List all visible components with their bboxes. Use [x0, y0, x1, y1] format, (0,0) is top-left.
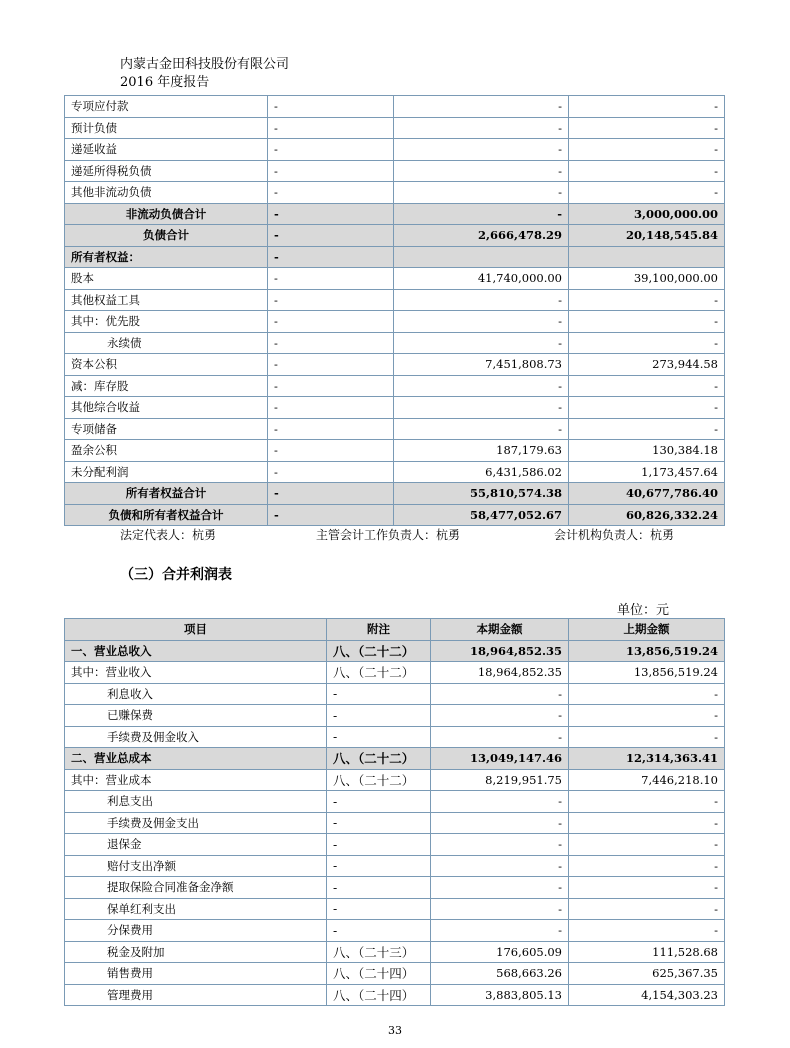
table-row — [65, 898, 725, 920]
table-row — [65, 726, 725, 748]
row-previous-amount: - — [569, 332, 725, 354]
table-row — [65, 332, 725, 354]
row-label: 资本公积 — [65, 354, 268, 376]
row-current-amount: - — [394, 203, 569, 225]
row-label: 一、营业总收入 — [65, 640, 327, 662]
row-current-amount: - — [431, 791, 569, 813]
row-note: - — [268, 289, 394, 311]
row-previous-amount: - — [569, 705, 725, 727]
row-current-amount: 13,049,147.46 — [431, 748, 569, 770]
row-label: 所有者权益合计 — [65, 483, 268, 505]
row-current-amount: - — [394, 418, 569, 440]
row-note: 八、（二十二） — [327, 769, 431, 791]
table-row — [65, 311, 725, 333]
row-note: - — [268, 246, 394, 268]
table-row — [65, 812, 725, 834]
row-note: 八、（二十二） — [327, 640, 431, 662]
row-note: - — [327, 705, 431, 727]
row-previous-amount: 3,000,000.00 — [569, 203, 725, 225]
table-row — [65, 289, 725, 311]
row-previous-amount: - — [569, 375, 725, 397]
row-label: 负债和所有者权益合计 — [65, 504, 268, 526]
row-note: 八、（二十四） — [327, 984, 431, 1006]
table-row — [65, 483, 725, 505]
row-note: - — [268, 440, 394, 462]
column-header-note: 附注 — [327, 619, 431, 641]
row-current-amount: - — [431, 726, 569, 748]
row-label: 保单红利支出 — [65, 898, 327, 920]
row-current-amount: - — [394, 139, 569, 161]
legal-representative: 法定代表人：杭勇 — [120, 528, 217, 542]
row-note: - — [327, 791, 431, 813]
row-note: - — [268, 397, 394, 419]
row-previous-amount — [569, 246, 725, 268]
row-current-amount: - — [431, 855, 569, 877]
column-header-current: 本期金额 — [431, 619, 569, 641]
row-previous-amount: 111,528.68 — [569, 941, 725, 963]
row-note: - — [327, 877, 431, 899]
row-label: 已赚保费 — [65, 705, 327, 727]
row-label: 利息收入 — [65, 683, 327, 705]
row-label: 手续费及佣金收入 — [65, 726, 327, 748]
row-current-amount: - — [394, 160, 569, 182]
row-previous-amount: 130,384.18 — [569, 440, 725, 462]
row-note: - — [268, 418, 394, 440]
row-note: 八、（二十四） — [327, 963, 431, 985]
row-previous-amount: 13,856,519.24 — [569, 640, 725, 662]
row-previous-amount: - — [569, 726, 725, 748]
table-row — [65, 834, 725, 856]
table-row — [65, 268, 725, 290]
row-label: 管理费用 — [65, 984, 327, 1006]
row-current-amount: 55,810,574.38 — [394, 483, 569, 505]
table-row — [65, 418, 725, 440]
table-row — [65, 397, 725, 419]
row-label: 其中：营业收入 — [65, 662, 327, 684]
row-current-amount: 187,179.63 — [394, 440, 569, 462]
section-title: （三）合并利润表 — [120, 567, 232, 583]
table-row — [65, 375, 725, 397]
row-note: - — [268, 225, 394, 247]
row-note: - — [268, 461, 394, 483]
row-label: 其他非流动负债 — [65, 182, 268, 204]
table-row — [65, 920, 725, 942]
table-row — [65, 877, 725, 899]
row-label: 预计负债 — [65, 117, 268, 139]
row-label: 股本 — [65, 268, 268, 290]
table-row — [65, 748, 725, 770]
row-previous-amount: - — [569, 855, 725, 877]
row-previous-amount: 40,677,786.40 — [569, 483, 725, 505]
row-label: 销售费用 — [65, 963, 327, 985]
row-label: 专项应付款 — [65, 96, 268, 118]
table-row — [65, 461, 725, 483]
row-label: 其中：营业成本 — [65, 769, 327, 791]
row-label: 专项储备 — [65, 418, 268, 440]
row-note: - — [268, 160, 394, 182]
row-previous-amount: 12,314,363.41 — [569, 748, 725, 770]
row-label: 其中：优先股 — [65, 311, 268, 333]
table-row — [65, 139, 725, 161]
row-previous-amount: 39,100,000.00 — [569, 268, 725, 290]
row-current-amount: 3,883,805.13 — [431, 984, 569, 1006]
row-previous-amount: 7,446,218.10 — [569, 769, 725, 791]
row-previous-amount: 273,944.58 — [569, 354, 725, 376]
row-note: - — [268, 375, 394, 397]
table-row — [65, 354, 725, 376]
row-current-amount: - — [431, 683, 569, 705]
row-label: 负债合计 — [65, 225, 268, 247]
table-row — [65, 182, 725, 204]
row-note: - — [268, 182, 394, 204]
table-row — [65, 640, 725, 662]
table-row — [65, 117, 725, 139]
table-row — [65, 225, 725, 247]
table-row — [65, 246, 725, 268]
column-header-item: 项目 — [65, 619, 327, 641]
row-note: - — [327, 812, 431, 834]
balance-sheet-table — [64, 95, 725, 526]
row-current-amount: - — [394, 375, 569, 397]
table-row — [65, 504, 725, 526]
page-number: 33 — [388, 1024, 402, 1037]
row-label: 提取保险合同准备金净额 — [65, 877, 327, 899]
row-label: 利息支出 — [65, 791, 327, 813]
row-label: 减：库存股 — [65, 375, 268, 397]
row-current-amount: 18,964,852.35 — [431, 640, 569, 662]
row-note: - — [268, 483, 394, 505]
row-note: 八、（二十三） — [327, 941, 431, 963]
row-note: - — [327, 683, 431, 705]
row-note: - — [268, 268, 394, 290]
row-label: 退保金 — [65, 834, 327, 856]
row-previous-amount: 1,173,457.64 — [569, 461, 725, 483]
row-label: 永续债 — [65, 332, 268, 354]
row-previous-amount: - — [569, 791, 725, 813]
row-current-amount: - — [431, 834, 569, 856]
row-previous-amount: - — [569, 683, 725, 705]
row-label: 税金及附加 — [65, 941, 327, 963]
balance-sheet-body — [65, 96, 725, 526]
row-current-amount — [394, 246, 569, 268]
row-current-amount: 58,477,052.67 — [394, 504, 569, 526]
row-label: 赔付支出净额 — [65, 855, 327, 877]
row-note: - — [327, 855, 431, 877]
row-previous-amount: - — [569, 397, 725, 419]
row-label: 非流动负债合计 — [65, 203, 268, 225]
row-note: 八、（二十二） — [327, 748, 431, 770]
row-previous-amount: - — [569, 920, 725, 942]
accounting-org-head: 会计机构负责人：杭勇 — [554, 528, 675, 542]
row-label: 递延收益 — [65, 139, 268, 161]
table-row — [65, 963, 725, 985]
row-current-amount: - — [394, 311, 569, 333]
report-year: 2016 年度报告 — [120, 75, 210, 90]
row-previous-amount: - — [569, 160, 725, 182]
row-label: 所有者权益： — [65, 246, 268, 268]
row-note: - — [268, 311, 394, 333]
row-label: 其他综合收益 — [65, 397, 268, 419]
accounting-head: 主管会计工作负责人：杭勇 — [316, 528, 461, 542]
row-current-amount: - — [394, 332, 569, 354]
row-current-amount: 176,605.09 — [431, 941, 569, 963]
table-row — [65, 662, 725, 684]
row-current-amount: - — [431, 898, 569, 920]
unit-label: 单位：元 — [617, 603, 670, 618]
table-row — [65, 96, 725, 118]
signature-line — [0, 526, 790, 542]
income-statement-body — [65, 640, 725, 1006]
row-note: - — [327, 726, 431, 748]
row-label: 分保费用 — [65, 920, 327, 942]
row-current-amount: 6,431,586.02 — [394, 461, 569, 483]
row-current-amount: 7,451,808.73 — [394, 354, 569, 376]
company-name: 内蒙古金田科技股份有限公司 — [120, 57, 290, 72]
row-note: - — [327, 834, 431, 856]
row-current-amount: - — [431, 705, 569, 727]
row-previous-amount: - — [569, 182, 725, 204]
row-note: - — [268, 203, 394, 225]
income-statement-table — [64, 618, 725, 1006]
row-current-amount: 2,666,478.29 — [394, 225, 569, 247]
table-row — [65, 769, 725, 791]
row-note: - — [268, 96, 394, 118]
row-previous-amount: - — [569, 139, 725, 161]
table-row — [65, 984, 725, 1006]
row-current-amount: - — [394, 117, 569, 139]
table-row — [65, 160, 725, 182]
table-row — [65, 855, 725, 877]
row-previous-amount: 4,154,303.23 — [569, 984, 725, 1006]
row-current-amount: - — [431, 877, 569, 899]
row-previous-amount: - — [569, 812, 725, 834]
row-previous-amount: - — [569, 898, 725, 920]
row-note: - — [268, 117, 394, 139]
row-current-amount: 18,964,852.35 — [431, 662, 569, 684]
table-row — [65, 941, 725, 963]
row-note: - — [268, 504, 394, 526]
row-note: - — [268, 139, 394, 161]
row-previous-amount: - — [569, 311, 725, 333]
row-current-amount: - — [394, 182, 569, 204]
row-current-amount: - — [431, 812, 569, 834]
row-previous-amount: 20,148,545.84 — [569, 225, 725, 247]
table-row — [65, 791, 725, 813]
row-label: 未分配利润 — [65, 461, 268, 483]
row-label: 手续费及佣金支出 — [65, 812, 327, 834]
table-row — [65, 683, 725, 705]
row-note: - — [327, 920, 431, 942]
row-current-amount: - — [394, 289, 569, 311]
row-previous-amount: - — [569, 289, 725, 311]
row-previous-amount: 625,367.35 — [569, 963, 725, 985]
row-previous-amount: - — [569, 834, 725, 856]
row-previous-amount: 60,826,332.24 — [569, 504, 725, 526]
row-note: - — [268, 332, 394, 354]
row-previous-amount: 13,856,519.24 — [569, 662, 725, 684]
row-current-amount: 41,740,000.00 — [394, 268, 569, 290]
column-header-previous: 上期金额 — [569, 619, 725, 641]
row-note: 八、（二十二） — [327, 662, 431, 684]
row-current-amount: - — [394, 397, 569, 419]
row-previous-amount: - — [569, 117, 725, 139]
row-previous-amount: - — [569, 96, 725, 118]
table-row — [65, 440, 725, 462]
row-current-amount: - — [431, 920, 569, 942]
table-row — [65, 203, 725, 225]
row-current-amount: - — [394, 96, 569, 118]
row-label: 盈余公积 — [65, 440, 268, 462]
row-previous-amount: - — [569, 877, 725, 899]
row-previous-amount: - — [569, 418, 725, 440]
row-note: - — [327, 898, 431, 920]
row-label: 递延所得税负债 — [65, 160, 268, 182]
table-header-row — [65, 619, 725, 641]
row-note: - — [268, 354, 394, 376]
row-current-amount: 8,219,951.75 — [431, 769, 569, 791]
row-label: 二、营业总成本 — [65, 748, 327, 770]
row-current-amount: 568,663.26 — [431, 963, 569, 985]
row-label: 其他权益工具 — [65, 289, 268, 311]
table-row — [65, 705, 725, 727]
